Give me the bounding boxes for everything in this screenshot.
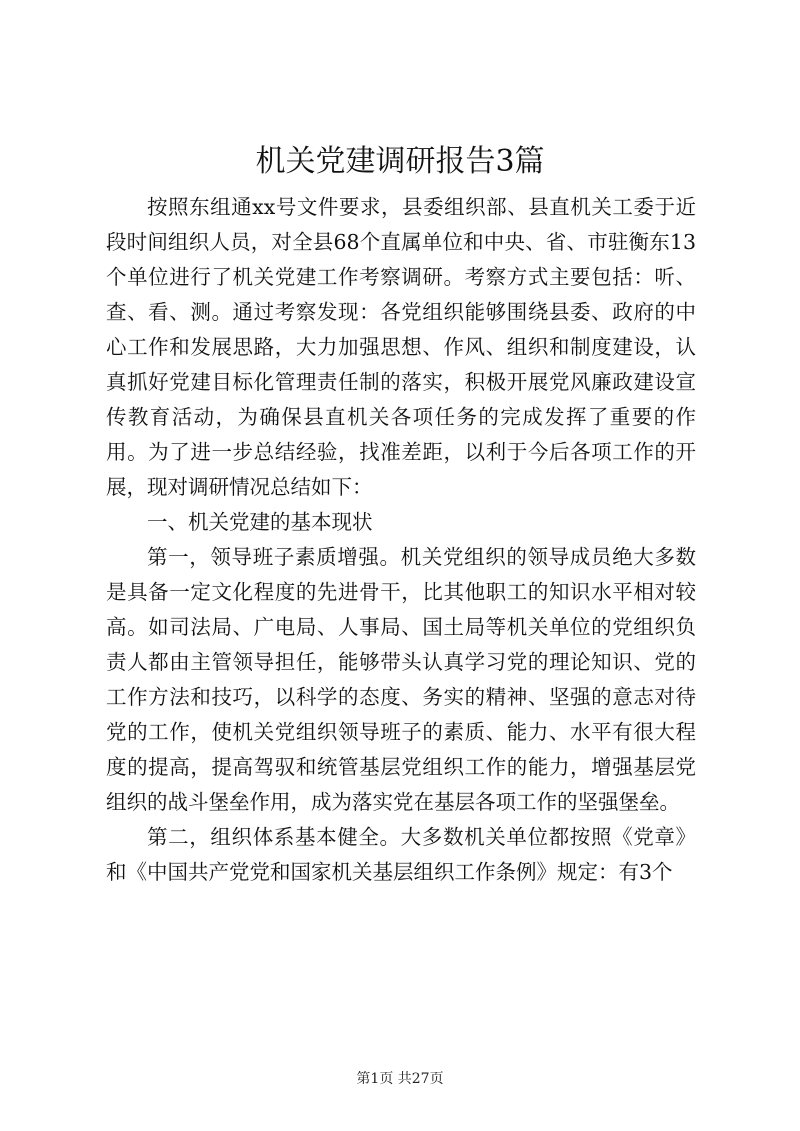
document-body xyxy=(106,190,696,890)
paragraph-first-point: 第一，领导班子素质增强。机关党组织的领导成员绝大多数是具备一定文化程度的先进骨干，比其他职工的知识水平相对较高。如司法局、广电局、人事局、国土局等机关单位的党组织负责人都由主管领导担任，能够带头认真学习党的理论知识、党的工作方法和技巧，以科学的态度、务实的精神、坚强的意志对待党的工作，使机关党组织领导班子的素质、能力、水平有很大程度的提高，提高驾驭和统管基层党组织工作的能力，增强基层党组织的战斗堡垒作用，成为落实党在基层各项工作的坚强堡垒。 xyxy=(106,545,696,814)
section-heading: 一、机关党建的基本现状 xyxy=(147,510,373,534)
paragraph-second-point: 第二，组织体系基本健全。大多数机关单位都按照《党章》和《中国共产党党和国家机关基层组织工作条例》规定：有3个 xyxy=(106,825,696,884)
paragraph-intro: 按照东组通xx号文件要求，县委组织部、县直机关工委于近段时间组织人员，对全县68个直属单位和中央、省、市驻衡东13个单位进行了机关党建工作考察调研。考察方式主要包括：听、查、看、测。通过考察发现：各党组织能够围绕县委、政府的中心工作和发展思路，大力加强思想、作风、组织和制度建设，认真抓好党建目标化管理责任制的落实，积极开展党风廉政建设宣传教育活动，为确保县直机关各项任务的完成发挥了重要的作用。为了进一步总结经验，找准差距，以利于今后各项工作的开展，现对调研情况总结如下： xyxy=(106,195,696,499)
document-title: 机关党建调研报告3篇 xyxy=(255,144,545,179)
page-number-footer: 第1页 共27页 xyxy=(356,1071,444,1087)
